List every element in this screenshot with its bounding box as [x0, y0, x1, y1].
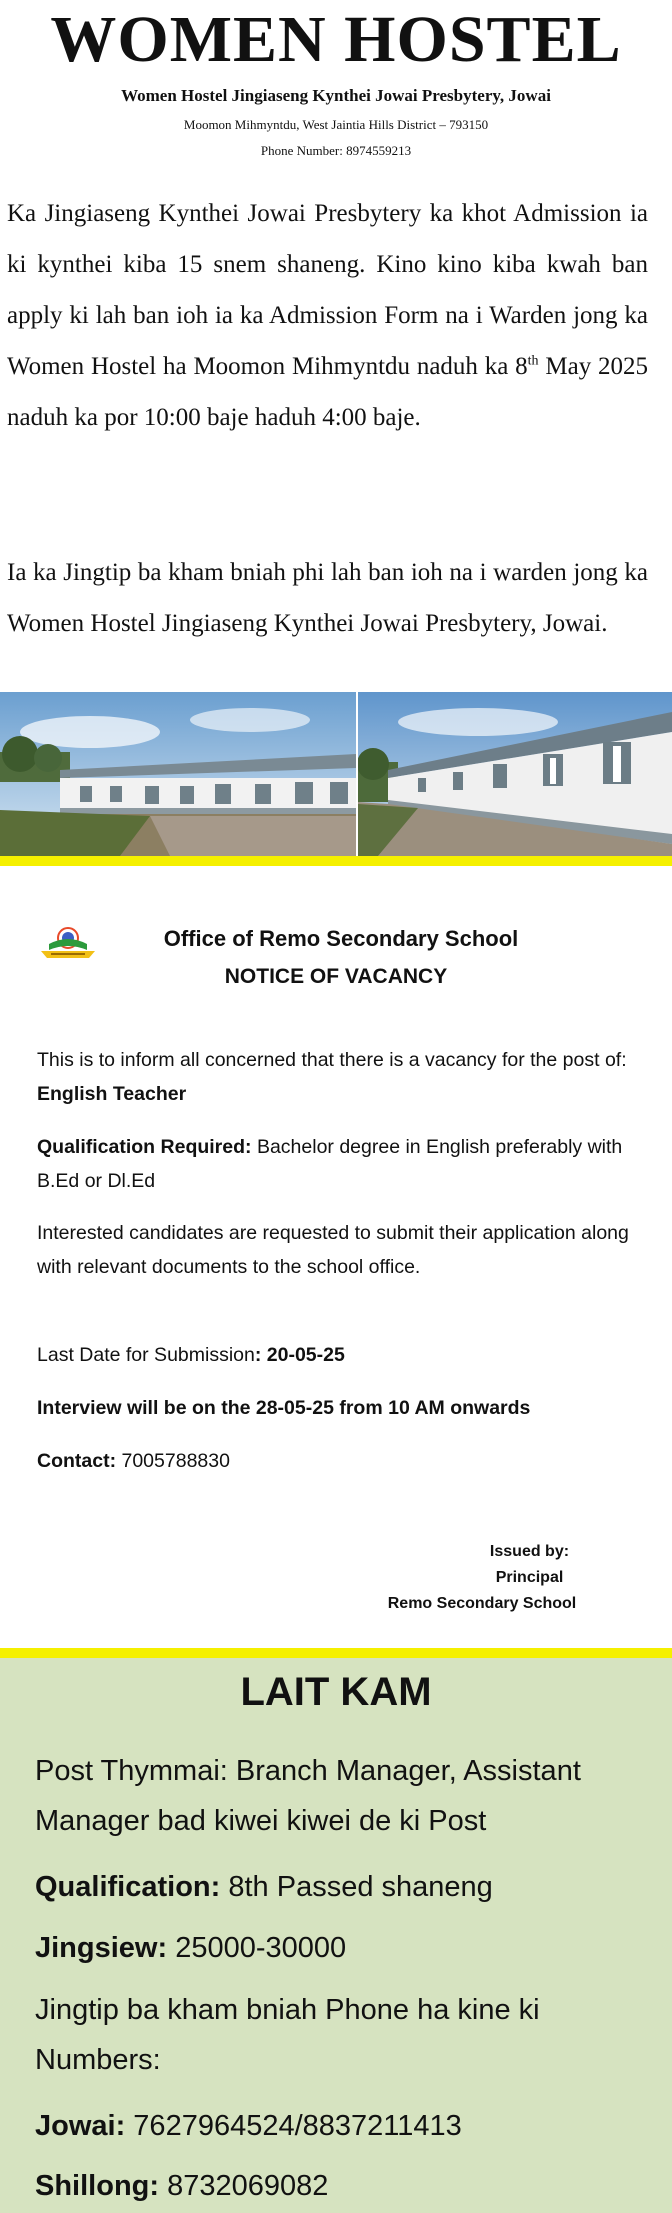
issued-role: Principal [495, 1569, 564, 1586]
contact-paragraph [37, 1444, 647, 1478]
yellow-divider [0, 856, 672, 866]
hostel-photo-left [0, 692, 356, 856]
issued-by-label: Issued by: [489, 1543, 570, 1560]
lk-jowai-value: 7627964524/8837211413 [125, 2110, 462, 2142]
lait-kam-post: Post Thymmai: Branch Manager, Assistant Manager bad kiwei kiwei de ki Post [35, 1755, 581, 1837]
admission-text-part2: May 2025 naduh ka por 10:00 baje haduh 4:00 baje. [7, 353, 649, 431]
lait-kam-shillong [35, 2161, 655, 2211]
vacancy-intro: This is to inform all concerned that there is a vacancy for the post of: [37, 1049, 627, 1071]
lait-kam-info: Jingtip ba kham bniah Phone ha kine ki Numbers: [35, 1994, 540, 2076]
lk-salary-label: Jingsiew: [35, 1932, 168, 1964]
lk-salary-value: 25000-30000 [167, 1932, 347, 1964]
date-ordinal: th [527, 353, 539, 369]
vacancy-post: English Teacher [37, 1083, 187, 1105]
issued-school: Remo Secondary School [387, 1595, 577, 1612]
hostel-phone: Phone Number: 8974559213 [260, 143, 412, 158]
lait-kam-qualification [35, 1862, 655, 1912]
hostel-title: WOMEN HOSTEL [50, 3, 622, 76]
women-hostel-notice [0, 0, 672, 860]
interview-paragraph: Interview will be on the 28-05-25 from 10 AM onwards [37, 1397, 531, 1419]
hostel-address: Moomon Mihmyntdu, West Jaintia Hills District – 793150 [183, 117, 489, 132]
last-date-label: Last Date for Submission [37, 1344, 255, 1366]
lk-shillong-value: 8732069082 [159, 2170, 329, 2202]
qualification-value: Bachelor degree in English preferably with B.Ed or Dl.Ed [37, 1136, 623, 1192]
issued-by-block [352, 1539, 612, 1617]
last-date-value: : 20-05-25 [254, 1344, 345, 1366]
lk-shillong-label: Shillong: [35, 2170, 160, 2202]
lait-kam-jowai [35, 2101, 655, 2151]
application-paragraph: Interested candidates are requested to submit their application along with relevant documents to the school office. [37, 1222, 629, 1278]
qualification-paragraph [37, 1130, 647, 1198]
vacancy-post-paragraph [37, 1043, 647, 1111]
hostel-photo-right [358, 692, 672, 856]
hostel-subtitle: Women Hostel Jingiaseng Kynthei Jowai Presbytery, Jowai [121, 86, 551, 105]
lk-qualification-label: Qualification: [35, 1871, 221, 1903]
remo-school-notice [0, 866, 672, 1648]
hostel-photos [0, 692, 672, 856]
lk-qualification-value: 8th Passed shaneng [220, 1871, 493, 1903]
qualification-label: Qualification Required: [37, 1136, 252, 1158]
hostel-admission-paragraph [7, 188, 648, 443]
contact-label: Contact: [37, 1450, 117, 1472]
last-date-paragraph [37, 1338, 647, 1372]
vacancy-notice-heading: NOTICE OF VACANCY [224, 965, 448, 988]
lait-kam-salary [35, 1923, 655, 1973]
contact-value: 7005788830 [116, 1450, 230, 1472]
lait-kam-title: LAIT KAM [240, 1670, 432, 1714]
lk-jowai-label: Jowai: [35, 2110, 126, 2142]
lait-kam-notice [0, 1658, 672, 2213]
yellow-divider [0, 1648, 672, 1658]
admission-text-part1: Ka Jingiaseng Kynthei Jowai Presbytery ka khot Admission ia ki kynthei kiba 15 snem shaneng. Kino kino kiba kwah ban apply ki lah ban ioh ia ka Admission Form na i Warden jong ka Women Hostel ha Moomon Mihmyntdu naduh ka 8 [7, 200, 648, 380]
school-office-heading: Office of Remo Secondary School [163, 926, 519, 951]
hostel-info-paragraph: Ia ka Jingtip ba kham bniah phi lah ban ioh na i warden jong ka Women Hostel Jingiaseng Kynthei Jowai Presbytery, Jowai. [7, 559, 648, 637]
